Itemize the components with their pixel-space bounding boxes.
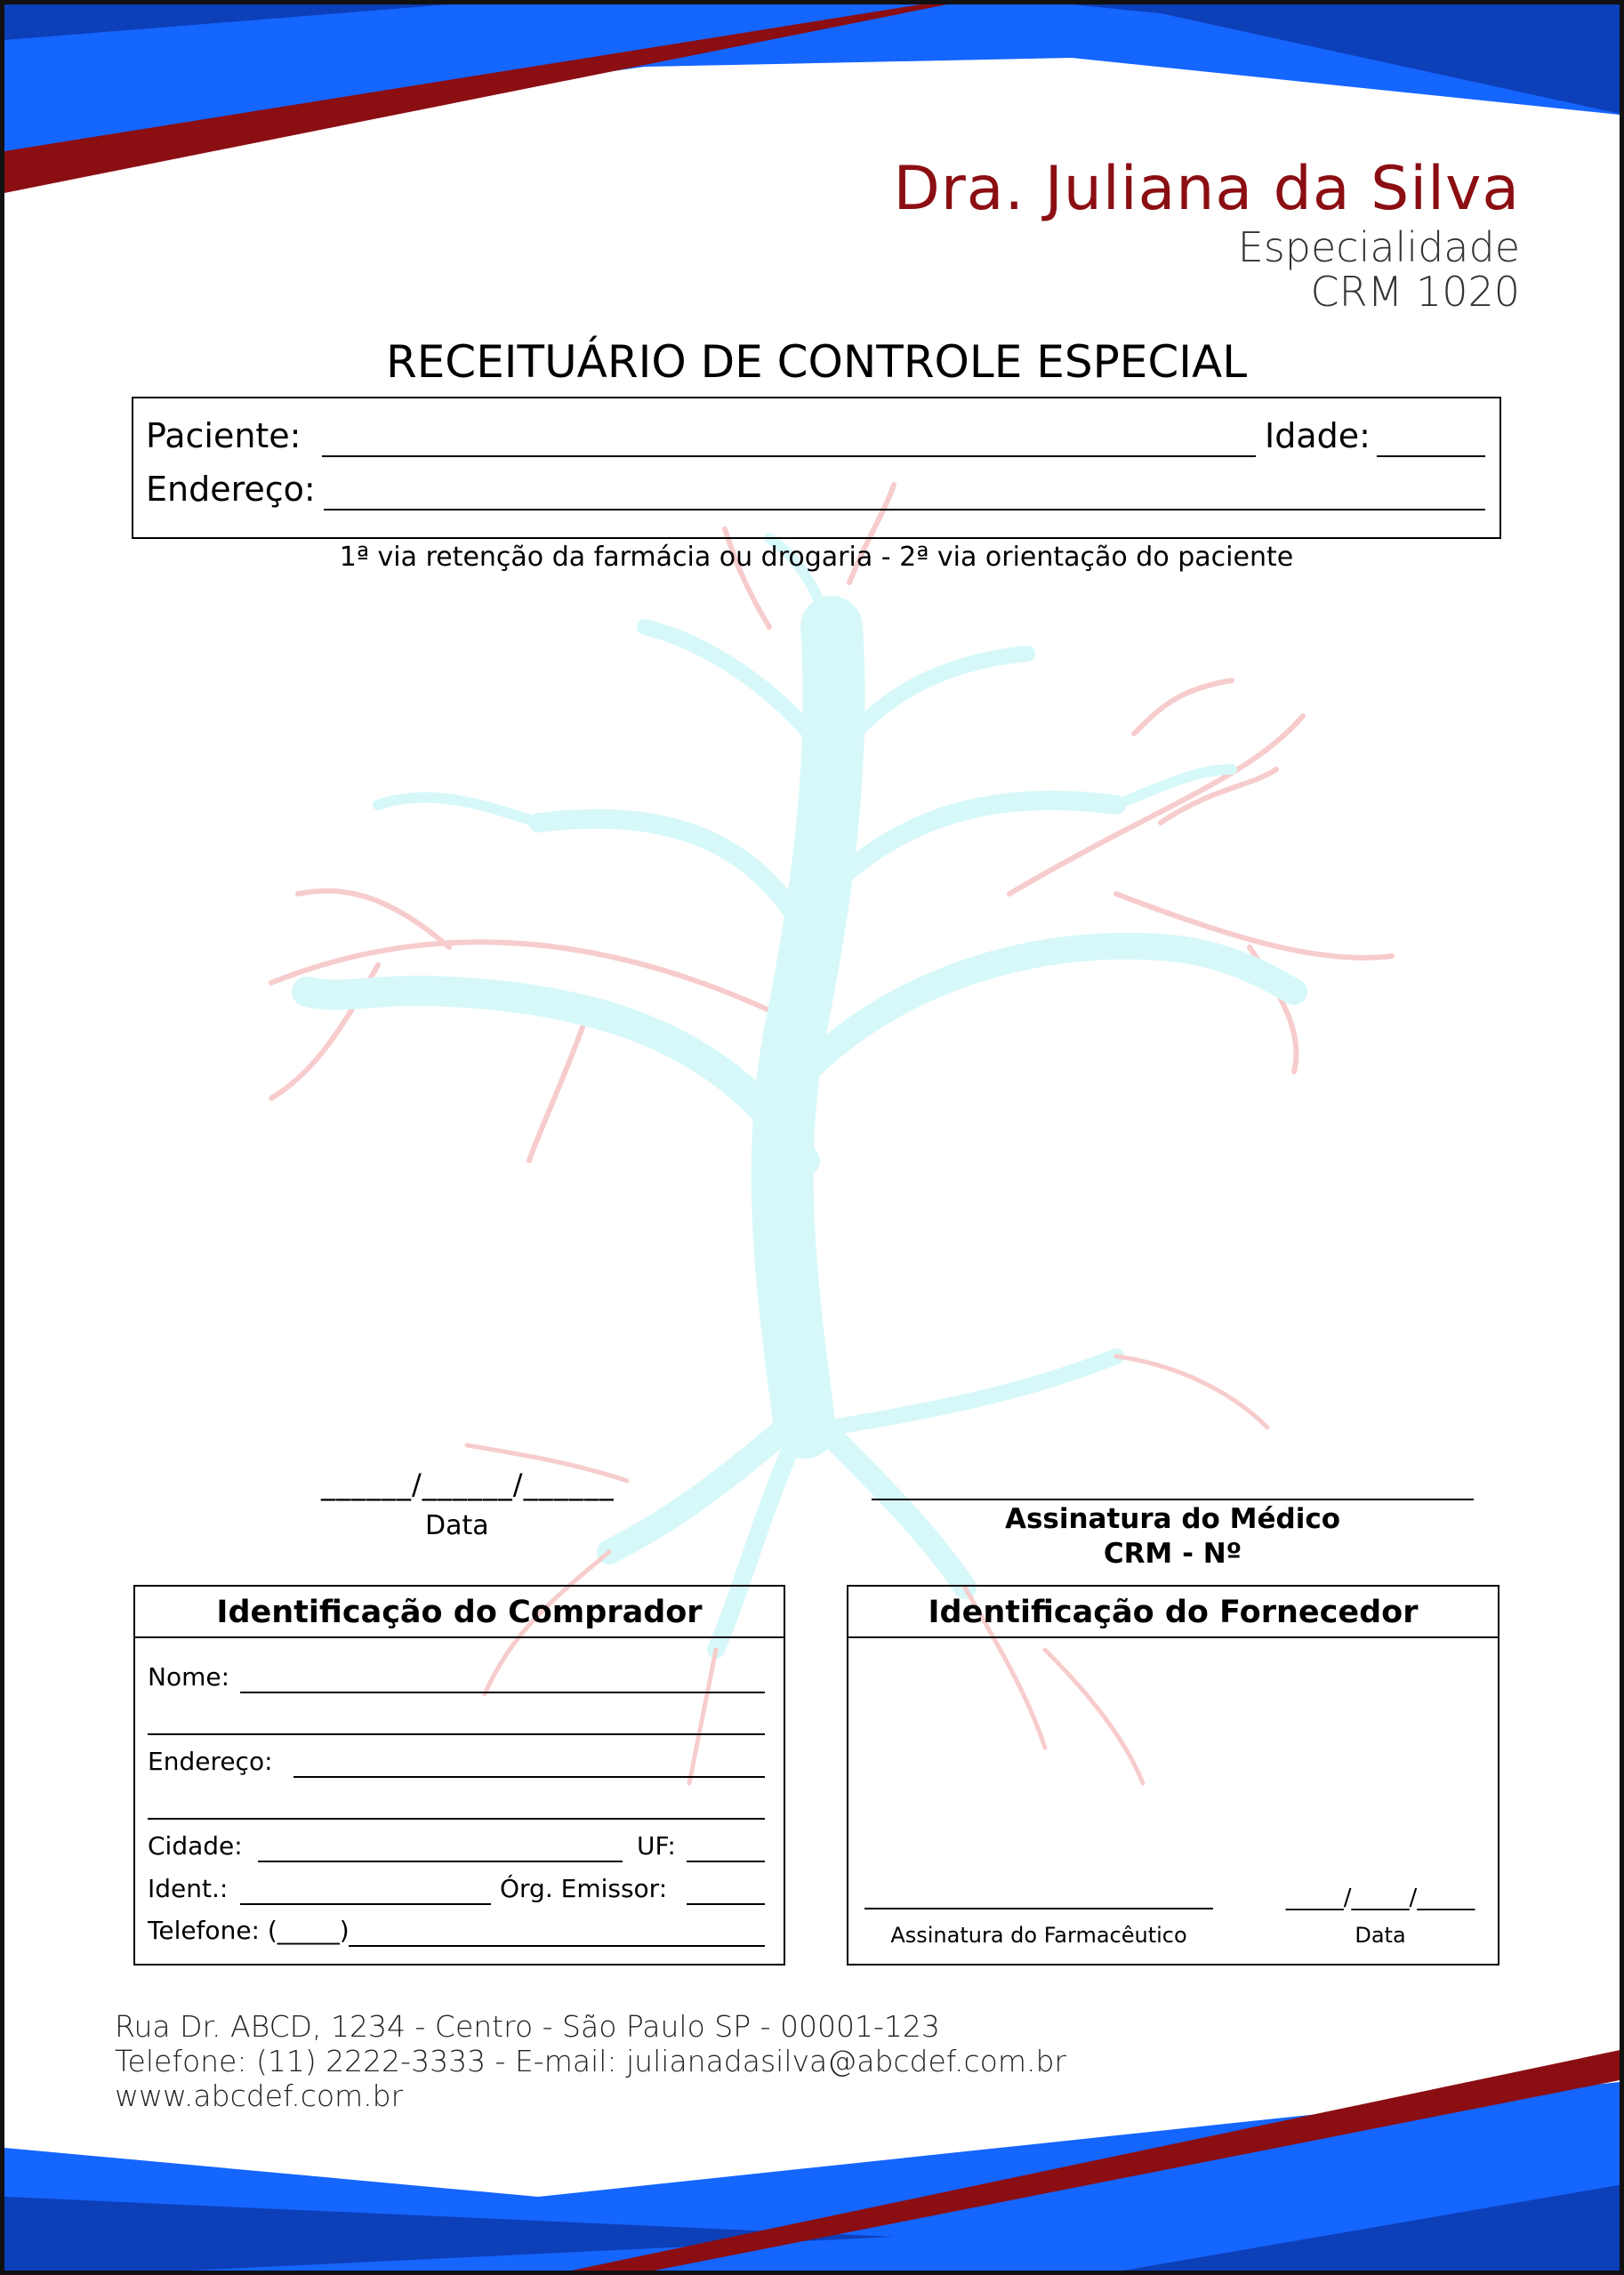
buyer-box [133,1585,785,1966]
buyer-name-field[interactable] [240,1692,765,1693]
doctor-crm: CRM 1020 [1310,268,1520,316]
supplier-box-title: Identificação do Fornecedor [848,1587,1498,1638]
buyer-address-label: Endereço: [148,1747,273,1776]
patient-address-field[interactable] [324,509,1485,510]
buyer-phone-label: Telefone: (_____) [148,1916,350,1945]
buyer-address-field[interactable] [293,1776,765,1778]
doctor-specialty: Especialidade [1237,223,1520,271]
patient-age-label: Idade: [1265,416,1371,455]
buyer-uf-field[interactable] [687,1861,765,1862]
buyer-city-label: Cidade: [148,1831,243,1861]
buyer-issuer-label: Órg. Emissor: [500,1874,668,1903]
footer-website[interactable]: www.abcdef.com.br [115,2078,404,2113]
supply-date-label: Data [1355,1923,1406,1948]
buyer-ident-label: Ident.: [148,1874,229,1903]
patient-box [132,397,1501,539]
buyer-name-label: Nome: [148,1662,230,1692]
doctor-crm-number-label: CRM - Nº [1103,1538,1242,1570]
doctor-signature-label: Assinatura do Médico [1004,1503,1341,1535]
buyer-ident-field[interactable] [240,1903,491,1905]
doctor-signature-field[interactable] [872,1499,1474,1500]
footer-address: Rua Dr. ABCD, 1234 - Centro - São Paulo SP - 00001-123 [115,2009,940,2044]
buyer-city-field[interactable] [258,1861,623,1862]
buyer-box-title: Identificação do Comprador [135,1587,784,1638]
prescription-date-label: Data [425,1510,489,1541]
page-title: RECEITUÁRIO DE CONTROLE ESPECIAL [385,336,1248,388]
patient-name-label: Paciente: [146,416,301,455]
footer-contact: Telefone: (11) 2222-3333 - E-mail: julianadasilva@abcdef.com.br [115,2044,1067,2078]
buyer-issuer-field[interactable] [687,1903,765,1905]
supply-date-field[interactable]: _____/_____/_____ [1285,1885,1475,1911]
buyer-phone-field[interactable] [349,1945,765,1947]
pharmacist-signature-label: Assinatura do Farmacêutico [890,1923,1187,1948]
patient-age-field[interactable] [1377,455,1485,457]
supplier-box [847,1585,1499,1966]
patient-address-label: Endereço: [146,470,316,509]
pharmacist-signature-field[interactable] [864,1908,1213,1909]
patient-name-field[interactable] [322,455,1256,457]
doctor-name: Dra. Juliana da Silva [893,154,1520,224]
prescription-date-field[interactable]: ______/______/______ [321,1467,615,1501]
buyer-name-field-continued[interactable] [148,1733,765,1735]
buyer-address-field-continued[interactable] [148,1818,765,1820]
copy-routing-note: 1ª via retenção da farmácia ou drogaria - 2ª via orientação do paciente [339,542,1294,573]
buyer-uf-label: UF: [637,1831,676,1861]
